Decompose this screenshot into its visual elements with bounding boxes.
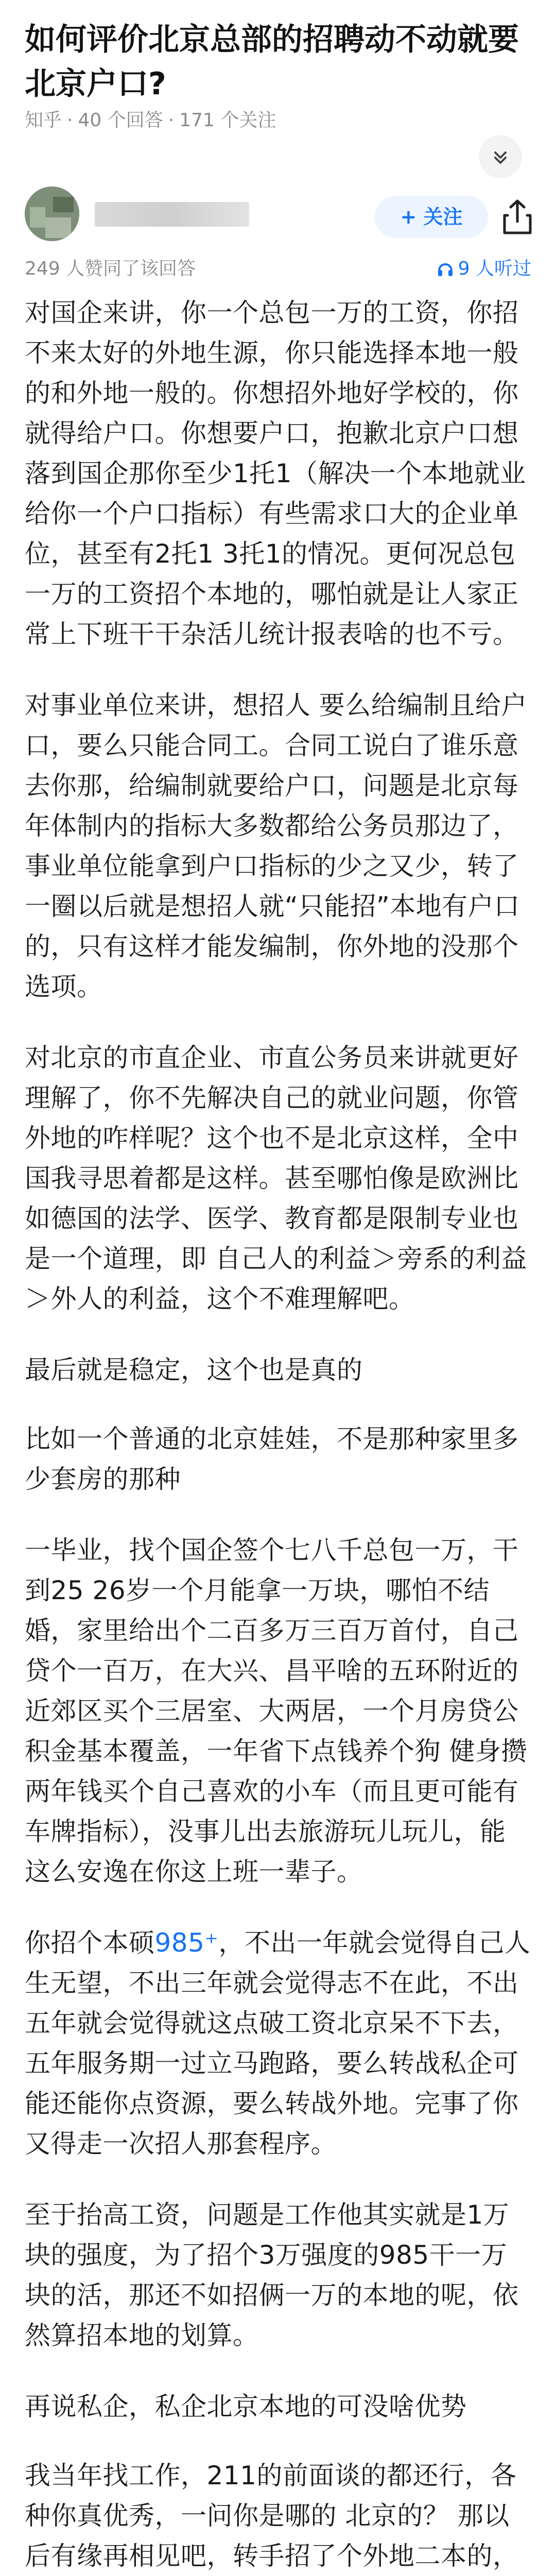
chevron-down-icon [490, 146, 511, 167]
author-name[interactable] [95, 202, 249, 227]
share-icon [500, 198, 534, 236]
site-name: 知乎 [25, 110, 62, 131]
answer-paragraph: 对北京的市直企业、市直公务员来讲就更好理解了，你不先解决自己的就业问题，你管外地的咋样呢？这个也不是北京这样，全中国我寻思着都是这样。甚至哪怕像是欧洲比如德国的法学、医学、教育都是限制专业也是一个道理，即 自己人的利益＞旁系的利益＞外人的利益，这个不难理解吧。 [25, 1043, 527, 1314]
answer-content [25, 293, 531, 2576]
headphones-icon [437, 260, 454, 278]
answer-paragraph: 至于抬高工资，问题是工作他其实就是1万块的强度，为了招个3万强度的985干一万块的活，那还不如招俩一万的本地的呢，依然算招本地的划算。 [25, 2200, 519, 2350]
follow-count: 171 个关注 [179, 110, 276, 131]
answer-paragraph: 一毕业，找个国企签个七八千总包一万，干到25 26岁一个月能拿一万块，哪怕不结婚，家里给出个二百多万三百万首付，自己贷个一百万，在大兴、昌平啥的五环附近的近郊区买个三居室、大两居，一个月房贷公积金基本覆盖，一年省下点钱养个狗 健身攒两年钱买个自己喜欢的小车（而且更可能有车牌指标），没事儿出去旅游玩儿玩儿，能这么安逸在你这上班一辈子。 [25, 1535, 527, 1887]
upvote-count: 249 人赞同了该回答 [25, 258, 196, 279]
listen-button[interactable] [437, 257, 531, 281]
answer-paragraph: 再说私企，私企北京本地的可没啥优势 [25, 2392, 467, 2421]
answer-paragraph: 比如一个普通的北京娃娃，不是那种家里多少套房的那种 [25, 1424, 519, 1494]
answer-paragraph: 对事业单位来讲，想招人 要么给编制且给户口，要么只能合同工。合同工说白了谁乐意去你那，给编制就要给户口，问题是北京每年体制内的指标大多数都给公务员那边了，事业单位能拿到户口指标的少之又少，转了一圈以后就是想招人就“只能招”本地有户口的，只有这样才能发编制，你外地的没那个选项。 [25, 690, 527, 1002]
answer-paragraph: 对国企来讲，你一个总包一万的工资，你招不来太好的外地生源，你只能选择本地一般的和外地一般的。你想招外地好学校的，你就得给户口。你想要户口，抱歉北京户口想落到国企那你至少1托1（解决一个本地就业给你一个户口指标）有些需求口大的企业单位，甚至有2托1 3托1的情况。更何况总包一万的工资招个本地的，哪怕就是让人家正常上下班干干杂活儿统计报表啥的也不亏。 [25, 298, 526, 649]
answer-paragraph [25, 1923, 531, 2164]
paragraph-text: ，不出一年就会觉得自己人生无望，不出三年就会觉得志不在此，不出五年就会觉得就这点破工资北京呆不下去，五年服务期一过立马跑路，要么转战私企可能还能你点资源，要么转战外地。完事了你又得走一次招人那套程序。 [25, 1928, 531, 2159]
answer-count[interactable]: 40 个回答 [78, 110, 163, 131]
paragraph-text: 你招个本硕 [25, 1928, 155, 1958]
answer-stats [25, 257, 531, 281]
author-row [25, 187, 531, 243]
question-title[interactable]: 如何评价北京总部的招聘动不动就要北京户口? [25, 22, 519, 102]
listen-count: 9 人听过 [458, 258, 531, 279]
meta-separator: · [67, 110, 73, 131]
collapse-button[interactable] [479, 135, 522, 178]
meta-separator: · [168, 110, 175, 131]
answer-paragraph: 最后就是稳定，这个也是真的 [25, 1355, 363, 1385]
follow-button[interactable]: + 关注 [375, 196, 488, 238]
avatar[interactable] [25, 187, 79, 241]
question-meta [25, 108, 276, 133]
keyword-link-985[interactable]: 985⁺ [154, 1928, 219, 1958]
share-button[interactable] [500, 198, 534, 236]
answer-paragraph: 我当年找工作，211的前面谈的都还行，各种你真优秀，一问你是哪的 北京的？ 那以后有缘再相见吧，转手招了个外地二本的， [25, 2461, 519, 2571]
